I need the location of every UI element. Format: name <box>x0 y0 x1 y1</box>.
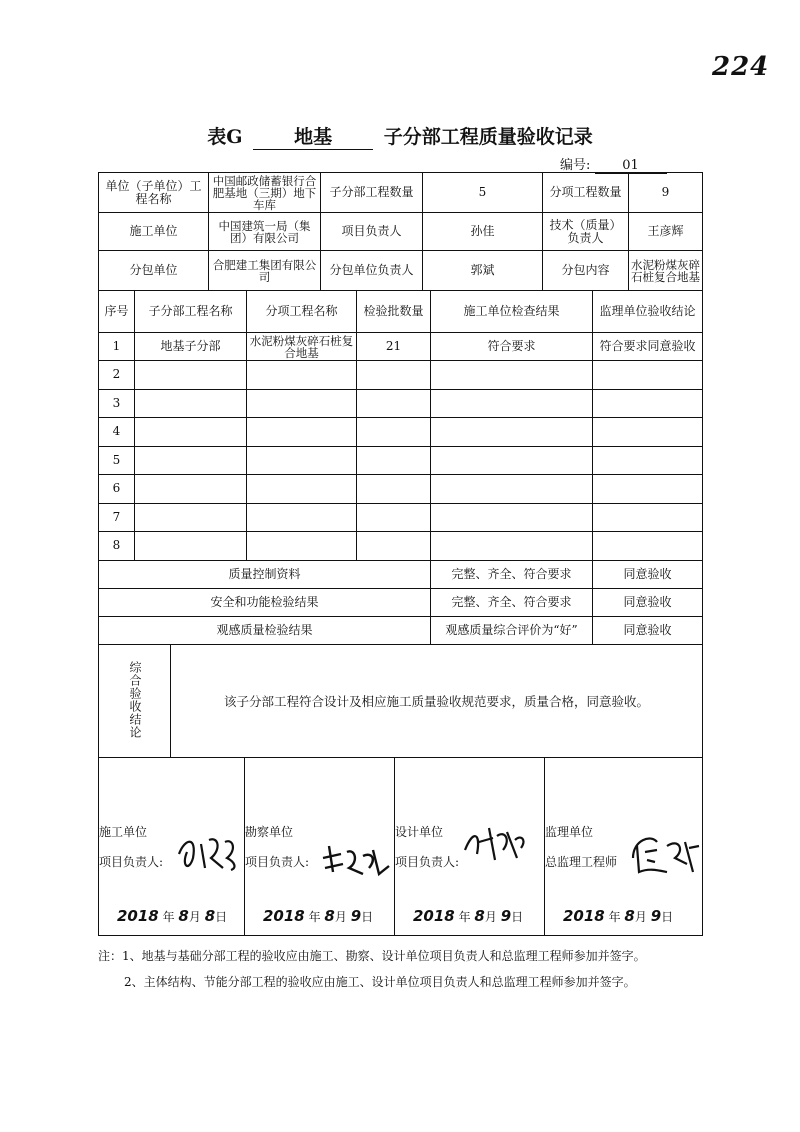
row-conclusion <box>593 446 703 475</box>
table-row <box>99 503 703 532</box>
sig-date-year: 2018 <box>263 907 305 925</box>
sub-pm-label: 分包单位负责人 <box>321 251 423 291</box>
conclusion-label-cell <box>99 645 171 758</box>
sig-date <box>563 907 674 925</box>
tech-label: 技术（质量）负责人 <box>543 213 629 251</box>
sig-date-day: 9 <box>500 907 512 925</box>
row-conclusion <box>593 361 703 390</box>
row-check <box>431 532 593 561</box>
sig-person-label: 总监理工程师 <box>545 855 618 869</box>
row-subdiv <box>135 361 247 390</box>
serial-number <box>560 154 667 174</box>
sig-unit: 设计单位 <box>395 825 444 839</box>
row-check <box>431 361 593 390</box>
row-no: 5 <box>99 446 135 475</box>
unit-label: 单位（子单位）工程名称 <box>99 173 209 213</box>
unit-value: 中国邮政储蓄银行合肥基地（三期）地下车库 <box>209 173 321 213</box>
row-batches <box>357 503 431 532</box>
summary-row <box>99 588 703 616</box>
sig-date-day: 8 <box>204 907 216 925</box>
conclusion-text: 该子分部工程符合设计及相应施工质量验收规范要求，质量合格，同意验收。 <box>171 645 703 758</box>
row-item <box>247 446 357 475</box>
subcontractor-value: 合肥建工集团有限公司 <box>209 251 321 291</box>
row-check <box>431 446 593 475</box>
items-header-row <box>99 291 703 333</box>
month-label: 月 <box>188 910 201 924</box>
sig-date-day: 9 <box>650 907 662 925</box>
col-header-subdiv: 子分部工程名称 <box>135 291 247 333</box>
table-row <box>99 446 703 475</box>
row-subdiv <box>135 446 247 475</box>
sig-date-day: 9 <box>350 907 362 925</box>
handwritten-signature <box>319 838 391 882</box>
table-row <box>99 532 703 561</box>
table-row <box>99 418 703 447</box>
title-fill: 地基 <box>253 122 373 150</box>
row-item <box>247 503 357 532</box>
conclusion-table <box>98 644 703 758</box>
row-conclusion <box>593 418 703 447</box>
month-label: 月 <box>484 910 497 924</box>
row-item: 水泥粉煤灰碎石桩复合地基 <box>247 333 357 361</box>
pm-value: 孙佳 <box>423 213 543 251</box>
sig-date-month: 8 <box>624 907 635 925</box>
signature-block-supervision <box>545 758 703 936</box>
col-header-check: 施工单位检查结果 <box>431 291 593 333</box>
handwritten-signature <box>175 828 241 878</box>
row-conclusion: 符合要求同意验收 <box>593 333 703 361</box>
row-conclusion <box>593 503 703 532</box>
sig-date-month: 8 <box>178 907 189 925</box>
day-label: 日 <box>511 910 524 924</box>
day-label: 日 <box>361 910 374 924</box>
row-subdiv <box>135 418 247 447</box>
sig-date <box>263 907 374 925</box>
sig-date-year: 2018 <box>117 907 159 925</box>
summary-check: 完整、齐全、符合要求 <box>431 560 593 588</box>
table-row <box>99 389 703 418</box>
contractor-label: 施工单位 <box>99 213 209 251</box>
row-check: 符合要求 <box>431 333 593 361</box>
month-label: 月 <box>334 910 347 924</box>
signature-table <box>98 757 703 936</box>
row-batches <box>357 475 431 504</box>
notes <box>98 943 646 995</box>
row-no: 3 <box>99 389 135 418</box>
summary-row <box>99 560 703 588</box>
row-check <box>431 389 593 418</box>
sig-person-label: 项目负责人: <box>395 855 460 869</box>
row-subdiv <box>135 532 247 561</box>
row-batches <box>357 389 431 418</box>
items-table <box>98 290 703 645</box>
row-no: 2 <box>99 361 135 390</box>
row-no: 6 <box>99 475 135 504</box>
summary-conclusion: 同意验收 <box>593 560 703 588</box>
row-item <box>247 389 357 418</box>
row-item <box>247 532 357 561</box>
year-label: 年 <box>608 910 621 924</box>
col-header-batches: 检验批数量 <box>357 291 431 333</box>
sig-unit: 监理单位 <box>545 825 594 839</box>
signature-block-design <box>395 758 545 936</box>
sig-person-label: 项目负责人: <box>99 855 164 869</box>
year-label: 年 <box>308 910 321 924</box>
summary-label: 安全和功能检验结果 <box>99 588 431 616</box>
summary-conclusion: 同意验收 <box>593 588 703 616</box>
page-number: 224 <box>712 52 770 82</box>
summary-check: 观感质量综合评价为“好” <box>431 616 593 644</box>
contractor-value: 中国建筑一局（集团）有限公司 <box>209 213 321 251</box>
tech-value: 王彦辉 <box>629 213 703 251</box>
row-no: 8 <box>99 532 135 561</box>
sub-content-value: 水泥粉煤灰碎石桩复合地基 <box>629 251 703 291</box>
conclusion-label: 综合验收结论 <box>128 660 142 739</box>
row-subdiv <box>135 389 247 418</box>
summary-conclusion: 同意验收 <box>593 616 703 644</box>
subdiv-count-label: 子分部工程数量 <box>321 173 423 213</box>
row-subdiv <box>135 503 247 532</box>
col-header-no: 序号 <box>99 291 135 333</box>
row-batches <box>357 361 431 390</box>
row-item <box>247 418 357 447</box>
row-subdiv: 地基子分部 <box>135 333 247 361</box>
row-batches <box>357 418 431 447</box>
row-batches: 21 <box>357 333 431 361</box>
year-label: 年 <box>458 910 471 924</box>
handwritten-signature <box>459 820 531 870</box>
pm-label: 项目负责人 <box>321 213 423 251</box>
row-no: 4 <box>99 418 135 447</box>
row-item <box>247 361 357 390</box>
row-check <box>431 418 593 447</box>
row-conclusion <box>593 532 703 561</box>
title-prefix: 表G <box>207 126 243 148</box>
item-count-value: 9 <box>629 173 703 213</box>
summary-label: 观感质量检验结果 <box>99 616 431 644</box>
summary-check: 完整、齐全、符合要求 <box>431 588 593 616</box>
subcontractor-label: 分包单位 <box>99 251 209 291</box>
summary-label: 质量控制资料 <box>99 560 431 588</box>
sig-date-year: 2018 <box>413 907 455 925</box>
sig-person-label: 项目负责人: <box>245 855 310 869</box>
day-label: 日 <box>215 910 228 924</box>
row-item <box>247 475 357 504</box>
sig-unit: 勘察单位 <box>245 825 294 839</box>
sig-date <box>413 907 524 925</box>
handwritten-signature <box>627 828 701 882</box>
note-1: 注：1、地基与基础分部工程的验收应由施工、勘察、设计单位项目负责人和总监理工程师参加并签字。 <box>98 949 646 963</box>
serial-value: 01 <box>595 158 667 174</box>
form-title <box>0 122 800 150</box>
table-row <box>99 361 703 390</box>
row-batches <box>357 446 431 475</box>
year-label: 年 <box>162 910 175 924</box>
subdiv-count-value: 5 <box>423 173 543 213</box>
sub-content-label: 分包内容 <box>543 251 629 291</box>
table-row <box>99 475 703 504</box>
row-no: 1 <box>99 333 135 361</box>
month-label: 月 <box>634 910 647 924</box>
row-subdiv <box>135 475 247 504</box>
row-batches <box>357 532 431 561</box>
note-2: 2、主体结构、节能分部工程的验收应由施工、设计单位项目负责人和总监理工程师参加并签字。 <box>124 975 636 989</box>
row-conclusion <box>593 475 703 504</box>
title-suffix: 子分部工程质量验收记录 <box>383 126 593 148</box>
col-header-conclusion: 监理单位验收结论 <box>593 291 703 333</box>
sub-pm-value: 郭斌 <box>423 251 543 291</box>
row-conclusion <box>593 389 703 418</box>
col-header-item: 分项工程名称 <box>247 291 357 333</box>
signature-block-contractor <box>99 758 245 936</box>
sig-date-year: 2018 <box>563 907 605 925</box>
summary-row <box>99 616 703 644</box>
sig-date-month: 8 <box>324 907 335 925</box>
day-label: 日 <box>661 910 674 924</box>
sig-date <box>117 907 228 925</box>
sig-date-month: 8 <box>474 907 485 925</box>
table-row <box>99 333 703 361</box>
row-no: 7 <box>99 503 135 532</box>
serial-label: 编号: <box>560 158 591 173</box>
sig-unit: 施工单位 <box>99 825 148 839</box>
signature-block-survey <box>245 758 395 936</box>
row-check <box>431 475 593 504</box>
row-check <box>431 503 593 532</box>
header-table <box>98 172 703 291</box>
item-count-label: 分项工程数量 <box>543 173 629 213</box>
